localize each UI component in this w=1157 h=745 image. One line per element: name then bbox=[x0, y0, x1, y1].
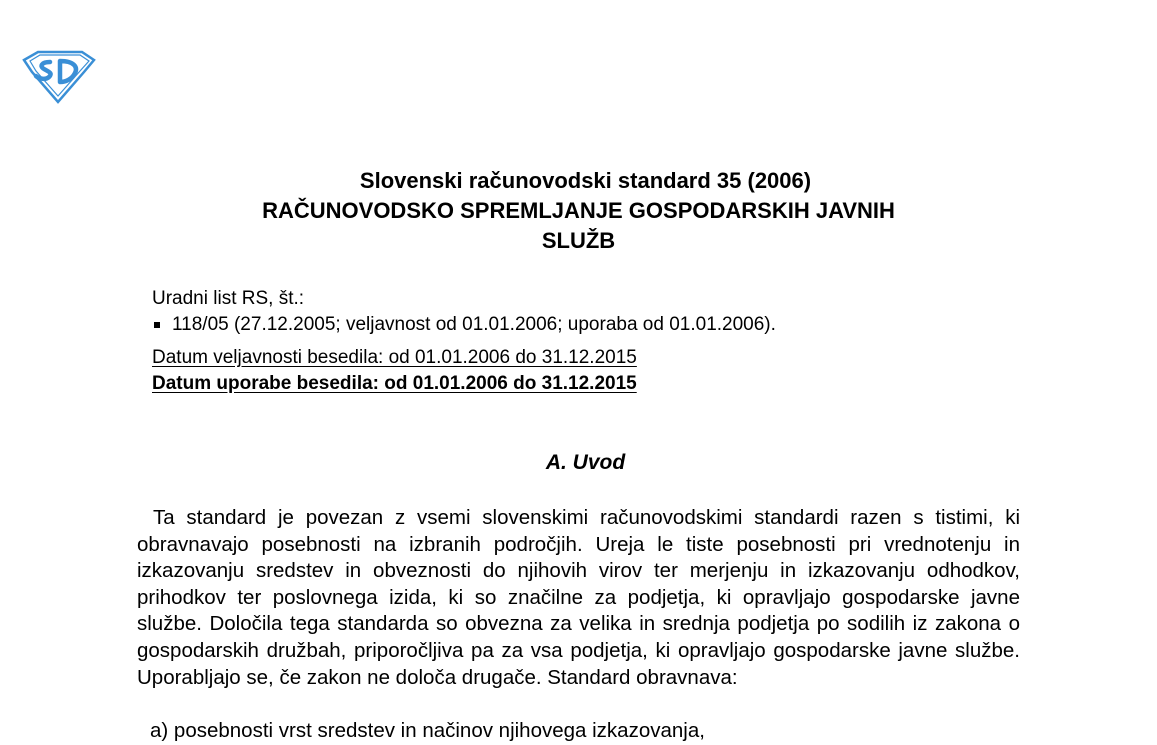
application-date: Datum uporabe besedila: od 01.01.2006 do 31.12.2015 bbox=[152, 373, 637, 394]
list-item: a) posebnosti vrst sredstev in načinov njihovega izkazovanja, bbox=[150, 719, 705, 742]
validity-date: Datum veljavnosti besedila: od 01.01.2006 do 31.12.2015 bbox=[152, 347, 637, 368]
sd-logo-icon bbox=[22, 50, 96, 104]
standard-subject-line-1: RAČUNOVODSKO SPREMLJANJE GOSPODARSKIH JAVNIH bbox=[262, 198, 895, 223]
standard-subject-line-2: SLUŽB bbox=[541, 228, 616, 253]
standard-name: Slovenski računovodski standard 35 (2006) bbox=[359, 168, 812, 193]
intro-paragraph: Ta standard je povezan z vsemi slovenskimi računovodskimi standardi razen s tistimi, ki obravnavajo posebnosti na izbranih področjih. Ureja le tiste posebnosti pri vrednotenju in izkazovanju sredstev in obveznosti do njihovih virov ter merjenju in izkazovanju odhodkov, prihodkov ter poslovnega izida, ki so značilne za podjetja, ki opravljajo gospodarske javne službe. Določila tega standarda so obvezna za velika in srednja podjetja po sodilih iz zakona o gospodarskih družbah, priporočljiva pa za vsa podjetja, ki opravljajo gospodarske javne službe. Uporabljajo se, če zakon ne določa drugače. Standard obravnava: bbox=[137, 506, 1020, 689]
document-title bbox=[0, 166, 1157, 256]
square-bullet-icon bbox=[154, 322, 160, 328]
gazette-list-item bbox=[152, 312, 776, 338]
text-dates bbox=[152, 345, 637, 397]
section-heading: A. Uvod bbox=[545, 451, 626, 474]
gazette-label: Uradni list RS, št.: bbox=[152, 288, 305, 309]
gazette-item-text: 118/05 (27.12.2005; veljavnost od 01.01.2006; uporaba od 01.01.2006). bbox=[172, 314, 776, 335]
official-gazette-reference bbox=[152, 286, 776, 338]
